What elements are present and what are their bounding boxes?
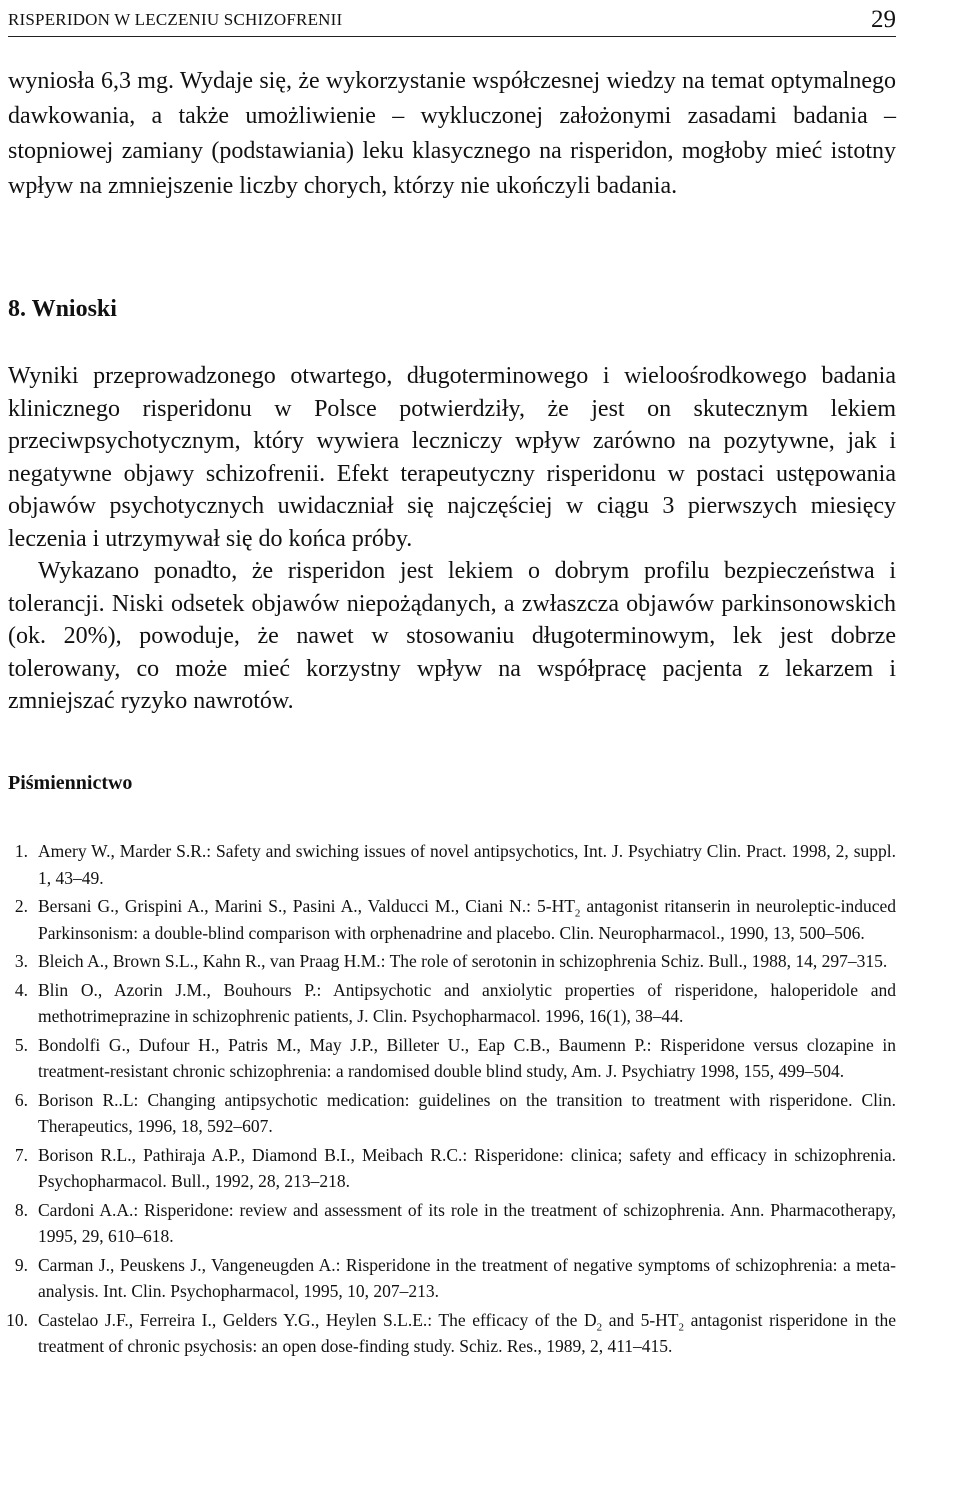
reference-item	[0, 838, 896, 891]
reference-text: Blin O., Azorin J.M., Bouhours P.: Antipsychotic and anxiolytic properties of risperidone, haloperidole and methotrimeprazine in schizophrenic patients, J. Clin. Psychopharmacol. 1996, 16(1), 38–44.	[38, 979, 896, 1026]
reference-number: 7.	[14, 1144, 28, 1165]
running-header	[8, 6, 896, 37]
reference-number: 3.	[14, 951, 28, 971]
reference-text: Bondolfi G., Dufour H., Patris M., May J.P., Billeter U., Eap C.B., Baumenn P.: Risperidone versus clozapine in treatment-resistant chronic schizophrenia: a randomised double blind study, Am. J. Psychiatry 1998, 155, 499–504.	[38, 1034, 896, 1081]
section-heading-conclusions: 8. Wnioski	[8, 296, 117, 322]
reference-item	[0, 1087, 896, 1140]
intro-paragraph: wyniosła 6,3 mg. Wydaje się, że wykorzystanie współczesnej wiedzy na temat optymalnego dawkowania, a także umożliwienie – wykluczonej założonymi zasadami badania – stopniowej zamiany (podstawiania) leku klasycznego na risperidon, mogłoby mieć istotny wpływ na zmniejszenie liczby chorych, którzy nie ukończyli badania.	[8, 68, 896, 199]
reference-number: 1.	[14, 841, 28, 861]
reference-text: Borison R..L: Changing antipsychotic medication: guidelines on the transition to treatment with risperidone. Clin. Therapeutics, 1996, 18, 592–607.	[38, 1089, 896, 1136]
reference-number: 9.	[14, 1254, 28, 1275]
reference-text: Amery W., Marder S.R.: Safety and swiching issues of novel antipsychotics, Int. J. Psychiatry Clin. Pract. 1998, 2, suppl. 1, 43–49.	[38, 841, 896, 888]
reference-text: Cardoni A.A.: Risperidone: review and assessment of its role in the treatment of schizophrenia. Ann. Pharmacotherapy, 1995, 29, 610–618.	[38, 1199, 896, 1246]
conclusions-paragraph-2: Wykazano ponadto, że risperidon jest lekiem o dobrym profilu bezpieczeństwa i tolerancji. Niski odsetek objawów niepożądanych, a zwłaszcza objawów parkinsonowskich (ok. 20%), powoduje, że nawet w stosowaniu długoterminowym, lek jest dobrze tolerowany, co może mieć korzystny wpływ na współpracę pacjenta z lekarzem i zmniejszać ryzyko nawrotów.	[8, 558, 896, 714]
reference-item	[0, 1252, 896, 1305]
page-number: 29	[871, 6, 896, 33]
reference-item	[0, 977, 896, 1030]
reference-item	[0, 1197, 896, 1250]
reference-text: Borison R.L., Pathiraja A.P., Diamond B.I., Meibach R.C.: Risperidone: clinica; safety and efficacy in schizophrenia. Psychopharmacol. Bull., 1992, 28, 213–218.	[38, 1144, 896, 1191]
reference-number: 8.	[14, 1199, 28, 1220]
reference-item	[0, 1307, 896, 1360]
references-heading: Piśmiennictwo	[8, 772, 133, 794]
reference-item	[0, 893, 896, 946]
conclusions-paragraph-1: Wyniki przeprowadzonego otwartego, długoterminowego i wieloośrodkowego badania klinicznego risperidonu w Polsce potwierdziły, że jest on skutecznym lekiem przeciwpsychotycznym, który wywiera leczniczy wpływ zarówno na pozytywne, jak i negatywne objawy schizofrenii. Efekt terapeutyczny risperidonu w postaci ustępowania objawów psychotycznych uwidaczniał się najczęściej w ciągu 3 pierwszych miesięcy leczenia i utrzymywał się do końca próby.	[8, 363, 896, 552]
reference-item	[0, 1142, 896, 1195]
reference-text: Carman J., Peuskens J., Vangeneugden A.: Risperidone in the treatment of negative symptoms of schizophrenia: a meta-analysis. Int. Clin. Psychopharmacol, 1995, 10, 207–213.	[38, 1254, 896, 1301]
reference-text: Bersani G., Grispini A., Marini S., Pasini A., Valducci M., Ciani N.: $5-HT_2$ antagonist ritanserin in neuroleptic-induced Parkinsonism: a double-blind comparison with orphenadrine and placebo. Clin. Neuropharmacol., 1990, 13, 500–506.	[38, 896, 896, 943]
reference-text: Bleich A., Brown S.L., Kahn R., van Praag H.M.: The role of serotonin in schizophrenia Schiz. Bull., 1988, 14, 297–315.	[38, 951, 888, 971]
reference-item	[0, 948, 896, 975]
reference-number: 4.	[14, 979, 28, 1000]
reference-number: 10.	[6, 1309, 28, 1330]
reference-number: 6.	[14, 1089, 28, 1110]
reference-item	[0, 1032, 896, 1085]
reference-number: 5.	[14, 1034, 28, 1055]
running-title: RISPERIDON W LECZENIU SCHIZOFRENII	[8, 10, 343, 29]
conclusions-body	[8, 360, 896, 718]
references-list	[0, 838, 896, 1362]
reference-number: 2.	[14, 896, 28, 916]
reference-text: Castelao J.F., Ferreira I., Gelders Y.G., Heylen S.L.E.: The efficacy of the $D_2$ and $5-HT_2$ antagonist risperidone in the treatment of chronic psychosis: an open dose-finding study. Schiz. Res., 1989, 2, 411–415.	[38, 1309, 896, 1356]
